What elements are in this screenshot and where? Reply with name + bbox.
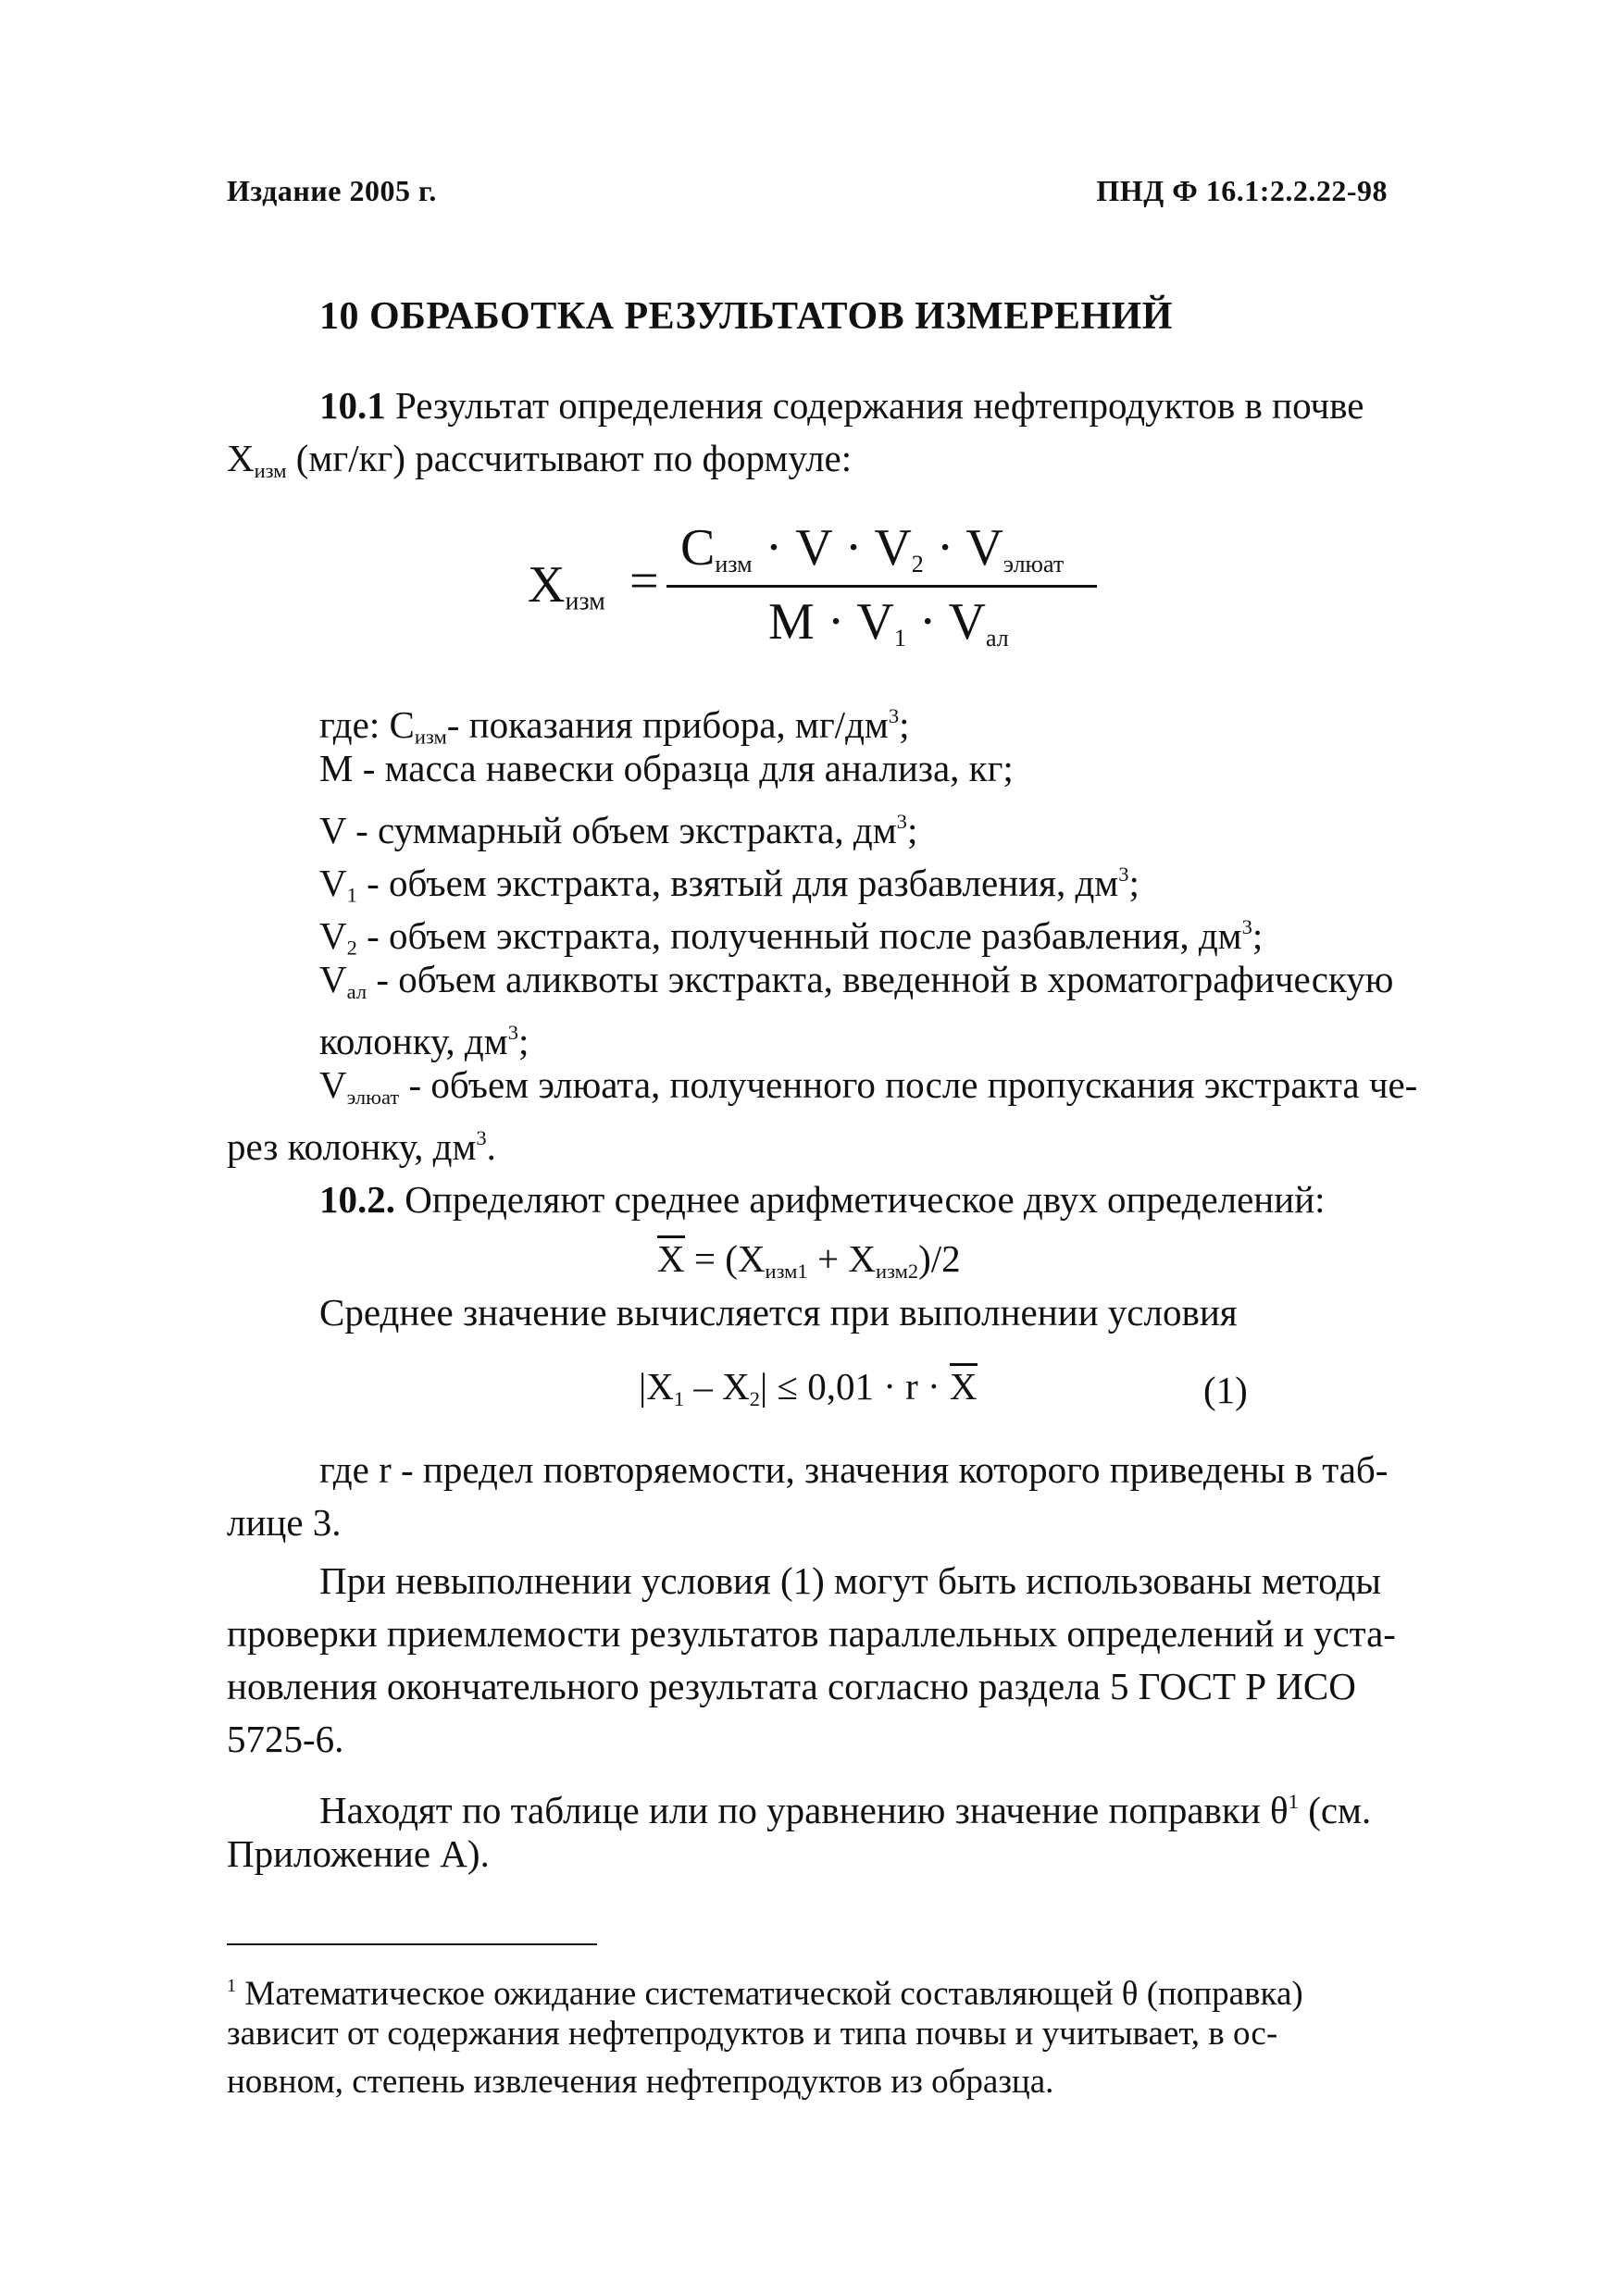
para-10-1-line2: $X_{изм}$ (мг/кг) рассчитывают по формуле:: [227, 437, 853, 482]
para-10-1-line1: 10.1 Результат определения содержания нефтепродуктов в почве: [319, 384, 1364, 427]
def-v: V - суммарный объем экстракта, $дм^3$;: [319, 808, 918, 851]
formula-denominator: $M \cdot V_1 \cdot V_{ал}$: [768, 593, 1009, 652]
def-vel: $V_{элюат}$ - объем элюата, полученного после пропускания экстракта че-: [319, 1063, 1418, 1109]
def-v2: $V_2$ - объем экстракта, полученный после разбавления, $дм^3$;: [319, 913, 1264, 960]
para-find-line2: Приложение А).: [227, 1832, 490, 1875]
def-val: $V_{ал}$ - объем аликвоты экстракта, введенной в хроматографическую: [319, 958, 1394, 1003]
formula-condition: $|X_1 - X_2| \le 0,01 \cdot r \cdot X$: [639, 1365, 978, 1410]
fraction-bar: [666, 585, 1097, 588]
def-vel-cont: рез колонку, $дм^3$.: [227, 1124, 496, 1168]
section-title: 10 ОБРАБОТКА РЕЗУЛЬТАТОВ ИЗМЕРЕНИЙ: [319, 295, 1173, 338]
equation-number: (1): [1203, 1369, 1248, 1411]
footnote-line1: $^1$ Математическое ожидание систематической составляющей θ (поправка): [227, 1975, 1303, 2014]
mean-condition: Среднее значение вычисляется при выполнении условия: [319, 1291, 1238, 1334]
clause-number: 10.1: [319, 384, 386, 427]
header-edition: Издание 2005 г.: [227, 174, 437, 207]
para-10-2: 10.2. Определяют среднее арифметическое двух определений:: [319, 1178, 1326, 1221]
para-fail-line2: проверки приемлемости результатов параллельных определений и уста-: [227, 1612, 1396, 1655]
def-v1: $V_1$ - объем экстракта, взятый для разбавления, $дм^3$;: [319, 861, 1140, 907]
footnote-line2: зависит от содержания нефтепродуктов и типа почвы и учитывает, в ос-: [227, 2015, 1278, 2053]
where-r-line1: где r - предел повторяемости, значения которого приведены в таб-: [319, 1448, 1389, 1491]
formula-lhs: $X_{изм}$: [528, 556, 605, 616]
header-doc-code: ПНД Ф 16.1:2.2.22-98: [1096, 174, 1388, 207]
formula-mean: $X = (X_{изм1} + X_{изм2})/2$: [657, 1237, 961, 1283]
def-c: где: $C_{изм}-$ показания прибора, $мг/дм^3$;: [319, 702, 910, 749]
footnote-line3: новном, степень извлечения нефтепродуктов из образца.: [227, 2063, 1054, 2101]
para-fail-line4: 5725-6.: [227, 1718, 344, 1760]
para-fail-line1: При невыполнении условия (1) могут быть использованы методы: [319, 1559, 1381, 1602]
def-m: M - масса навески образца для анализа, кг;: [319, 747, 1014, 789]
footnote-mark: 1: [227, 1976, 237, 1996]
para-find-line1: Находят по таблице или по уравнению значение поправки $\theta^1$ (см.: [319, 1788, 1372, 1831]
where-r-line2: лице 3.: [227, 1501, 342, 1544]
formula-numerator: $C_{изм} \cdot V \cdot V_2 \cdot V_{элюат}$: [680, 519, 1065, 577]
footnote-separator: [227, 1943, 597, 1945]
formula-equals: =: [629, 552, 659, 610]
para-fail-line3: новления окончательного результата согласно раздела 5 ГОСТ Р ИСО: [227, 1665, 1356, 1707]
clause-number: 10.2.: [319, 1178, 395, 1221]
def-val-cont: колонку, $дм^3$;: [319, 1019, 529, 1062]
